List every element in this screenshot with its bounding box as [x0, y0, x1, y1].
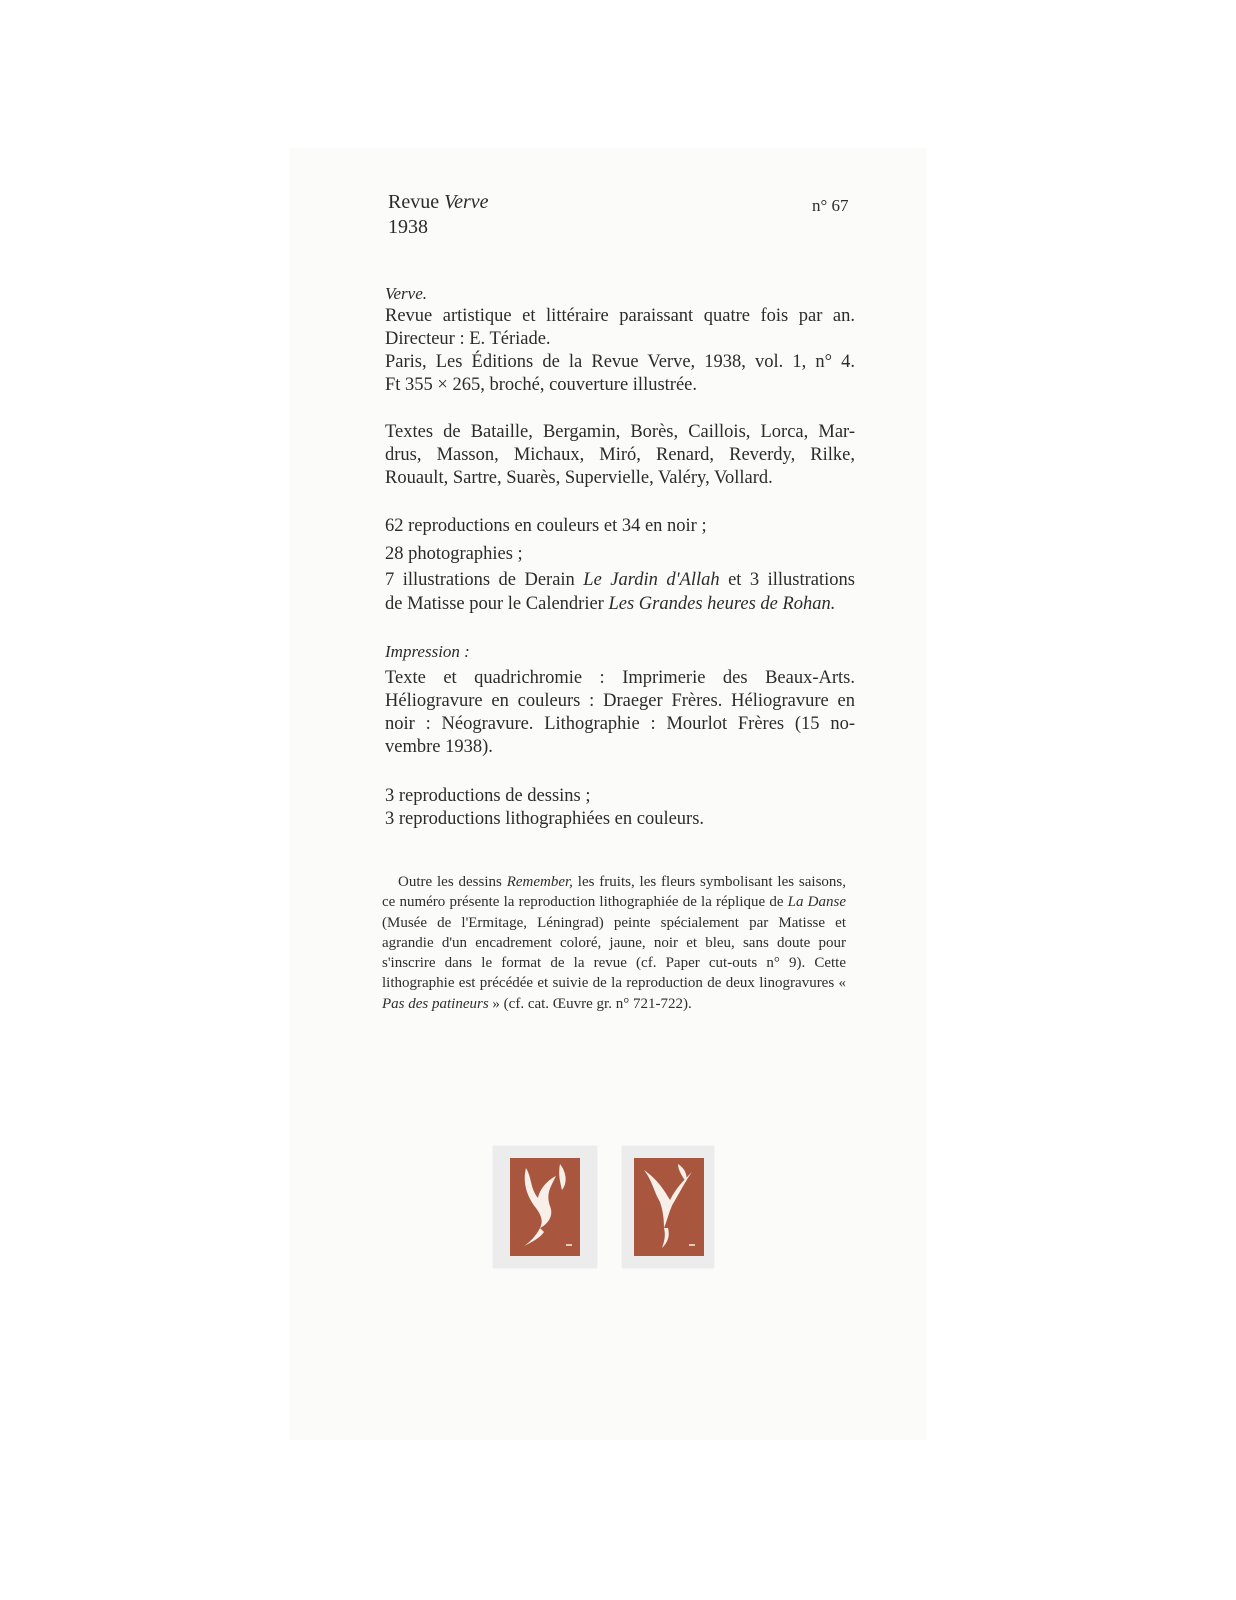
revue-title — [388, 190, 489, 215]
reproductions-block — [385, 512, 855, 615]
calendar-title: Les Grandes heures de Rohan. — [608, 594, 836, 614]
impression-line-1: Texte et quadrichromie : Imprimerie des Beaux-Arts. — [385, 668, 855, 688]
reproductions-line-4-text: de Matisse pour le Calendrier — [385, 594, 609, 614]
document-header — [388, 190, 489, 240]
reproductions-line-3 — [385, 568, 855, 593]
catalogue-number: n° 67 — [812, 196, 849, 215]
impression-line-4: vembre 1938). — [385, 737, 493, 757]
remember-title: Remember, — [506, 874, 573, 890]
publication-line-4: Ft 355 × 265, broché, couverture illustrée. — [385, 375, 698, 395]
publication-block — [385, 282, 855, 397]
revue-title-prefix: Revue — [388, 191, 440, 213]
commentary-paragraph — [382, 872, 846, 1014]
impression-line-2: Héliogravure en couleurs : Draeger Frères. Héliogravure en — [385, 691, 855, 711]
texts-line-2: drus, Masson, Michaux, Miró, Renard, Reverdy, Rilke, — [385, 445, 855, 465]
reproductions-line-2: 28 photographies ; — [385, 544, 523, 564]
contents-block — [385, 785, 855, 831]
publication-line-1: Revue artistique et littéraire paraissant quatre fois par an. — [385, 306, 855, 326]
revue-title-italic: Verve — [444, 191, 489, 213]
texts-block — [385, 421, 855, 490]
derain-title: Le Jardin d'Allah — [583, 570, 720, 590]
commentary-note — [382, 872, 846, 1014]
linocut-left-art — [510, 1158, 580, 1256]
texts-line-3: Rouault, Sartre, Suarès, Supervielle, Valéry, Vollard. — [385, 468, 773, 488]
publication-line-2: Directeur : E. Tériade. — [385, 329, 551, 349]
note-text-4: » (cf. cat. Œuvre gr. n° 721-722). — [488, 995, 692, 1012]
reproductions-line-3-text: 7 illustrations de Derain — [385, 570, 584, 590]
contents-line-1: 3 reproductions de dessins ; — [385, 786, 591, 806]
patineurs-title: Pas des patineurs — [382, 995, 489, 1012]
reproductions-line-4 — [385, 593, 855, 615]
linocut-right-art — [634, 1158, 704, 1256]
linocut-right-mark — [689, 1244, 695, 1246]
linocut-image-right — [622, 1146, 714, 1268]
note-text-2: les fruits, les fleurs symbolisant les saisons, ce numéro présente la reproduction lithographiée de la réplique de — [382, 874, 846, 911]
contents-line-2: 3 reproductions lithographiées en couleurs. — [385, 809, 705, 829]
linocut-left-mark — [566, 1244, 572, 1246]
impression-line-3: noir : Néogravure. Lithographie : Mourlot Frères (15 no- — [385, 714, 855, 734]
impression-label: Impression : — [385, 642, 470, 661]
reproductions-line-3-tail: et 3 illustrations — [719, 570, 855, 590]
linocut-image-left — [493, 1146, 597, 1268]
la-danse-title: La Danse — [787, 894, 847, 911]
publication-title: Verve. — [385, 284, 428, 303]
revue-year: 1938 — [388, 216, 428, 238]
reproductions-line-1: 62 reproductions en couleurs et 34 en noir ; — [385, 516, 707, 536]
note-text-1: Outre les dessins — [398, 874, 507, 890]
impression-block — [385, 640, 855, 759]
note-text-3: (Musée de l'Ermitage, Léningrad) peinte spécialement par Matisse et agrandie d'un encadrement coloré, jaune, noir et bleu, sans doute pour s'inscrire dans le format de la revue (cf. Paper cut-outs n° 9). Cette lithographie est précédée et suivie de la reproduction de deux linogravures « — [382, 914, 846, 992]
publication-line-3: Paris, Les Éditions de la Revue Verve, 1938, vol. 1, n° 4. — [385, 352, 855, 372]
texts-line-1: Textes de Bataille, Bergamin, Borès, Caillois, Lorca, Mar- — [385, 422, 855, 442]
